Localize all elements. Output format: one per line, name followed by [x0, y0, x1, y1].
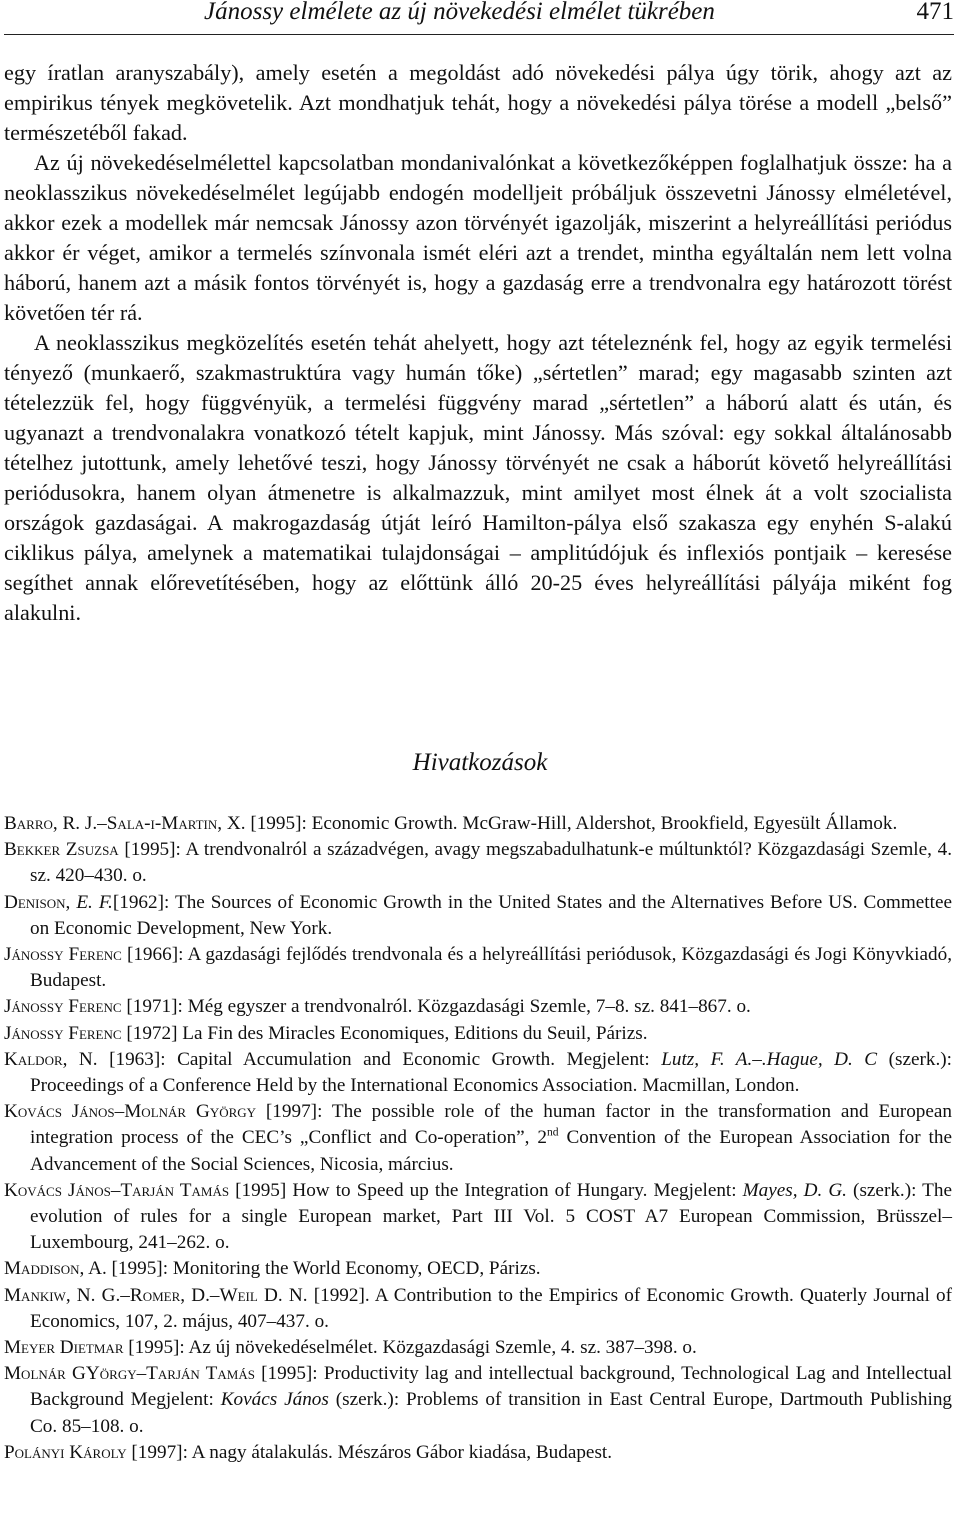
- reference-text: [1995]: Productivity lag and intellectual background, Technological Lag and Intellectual Background Megjelent:: [30, 1363, 952, 1411]
- reference-item: [4, 1256, 952, 1282]
- reference-italic: Lutz, F. A.–.Hague, D. C: [661, 1048, 878, 1070]
- reference-item: [4, 1021, 952, 1047]
- reference-author: Jánossy Ferenc: [4, 996, 122, 1018]
- reference-author: Polányi Károly: [4, 1441, 127, 1463]
- reference-author: Barro, R. J.–Sala-i-Martin, X.: [4, 813, 246, 834]
- reference-text: [1995]: A trendvonalról a századvégen, avagy megszabadulhatunk-e múltunktól? Közgazdasági Szemle, 4. sz. 420–430. o.: [30, 839, 952, 887]
- reference-tail: Convention of the European Association for the Advancement of the Social Sciences, Nicosia, március.: [30, 1127, 952, 1175]
- reference-tail: (szerk.): Proceedings of a Conference Held by the International Economics Association. Macmillan, London.: [30, 1048, 952, 1097]
- reference-text: [1971]: Még egyszer a trendvonalról. Közgazdasági Szemle, 7–8. sz. 841–867. o.: [121, 996, 751, 1018]
- reference-author: Mankiw, N. G.–Romer, D.–Weil: [4, 1284, 258, 1306]
- reference-author: Kovács János–Tarján Tamás: [4, 1179, 230, 1201]
- reference-text: [1997]: The possible role of the human factor in the transformation and European integration process of the CEC’s „Conflict and Co-operation”, 2: [30, 1101, 953, 1149]
- reference-item: [4, 1178, 952, 1257]
- reference-author: Molnár GYörgy–Tarján Tamás: [4, 1363, 255, 1385]
- reference-text: [1972] La Fin des Miracles Economiques, Editions du Seuil, Párizs.: [121, 1022, 648, 1044]
- reference-author: Denison,: [4, 891, 71, 913]
- reference-item: [4, 811, 952, 837]
- reference-text: [1962]: The Sources of Economic Growth in the United States and the Alternatives Before US. Commettee on Economic Development, New York.: [30, 891, 952, 939]
- reference-item: [4, 1335, 952, 1361]
- reference-superscript: nd: [547, 1127, 559, 1140]
- references-heading: Hivatkozások: [412, 749, 548, 776]
- reference-text: D. N. [1992]. A Contribution to the Empirics of Economic Growth. Quaterly Journal of Economics, 107, 2. május, 407–437. o.: [30, 1284, 953, 1332]
- reference-text: [1997]: A nagy átalakulás. Mészáros Gábor kiadása, Budapest.: [126, 1441, 613, 1463]
- reference-text: [1966]: A gazdasági fejlődés trendvonala és a helyreállítási periódusok, Közgazdasági és Jogi Könyvkiadó, Budapest.: [30, 944, 953, 992]
- reference-text: [1995]: Az új növekedéselmélet. Közgazdasági Szemle, 4. sz. 387–398. o.: [123, 1337, 697, 1359]
- page-number: 471: [916, 0, 954, 25]
- reference-italic: Mayes, D. G.: [742, 1179, 847, 1201]
- reference-text: [1995]: Economic Growth. McGraw-Hill, Aldershot, Brookfield, Egyesült Államok.: [245, 813, 898, 834]
- reference-author: Jánossy Ferenc: [4, 944, 122, 966]
- reference-author: Meyer Dietmar: [4, 1337, 124, 1359]
- reference-author: Kovács János–Molnár György: [4, 1101, 257, 1123]
- reference-item: [4, 1440, 952, 1466]
- body-text: [4, 58, 952, 628]
- reference-text: [1963]: Capital Accumulation and Economic Growth. Megjelent:: [97, 1048, 662, 1070]
- running-header: [4, 0, 954, 35]
- reference-tail: (szerk.): The evolution of rules for a single European market, Part III Vol. 5 COST A7 European Commission, Brüsszel–Luxembourg, 241–262. o.: [30, 1179, 952, 1254]
- reference-list: [4, 811, 952, 1466]
- reference-author: Maddison, A.: [4, 1258, 107, 1280]
- reference-item: [4, 1283, 952, 1335]
- reference-item: [4, 994, 952, 1020]
- reference-text: [1995]: Monitoring the World Economy, OECD, Párizs.: [106, 1258, 541, 1280]
- reference-italic: E. F.: [70, 891, 113, 913]
- reference-item: [4, 1047, 952, 1099]
- reference-text: [1995] How to Speed up the Integration of Hungary. Megjelent:: [229, 1179, 743, 1201]
- reference-item: [4, 942, 952, 994]
- reference-italic: Kovács János: [220, 1389, 329, 1411]
- reference-author: Bekker Zsuzsa: [4, 839, 119, 861]
- paragraph-2: Az új növekedéselmélettel kapcsolatban mondanivalónkat a következőképpen foglalhatjuk össze: ha a neoklasszikus növekedéselmélet legújabb endogén modelljeit próbáljuk összevetni Jánossy elméletével, akkor ezek a modellek már nemcsak Jánossy azon törvényét igazolják, miszerint a helyreállítási periódus akkor ér véget, amikor a termelés színvonala ismét eléri azt a trendet, mintha egyáltalán nem lett volna háború, hanem azt a másik fontos törvényét is, hogy a gazdaság erre a trendvonalra egy határozott törést követően tér rá.: [4, 150, 952, 325]
- reference-item: [4, 1099, 952, 1178]
- reference-item: [4, 837, 952, 889]
- reference-author: Jánossy Ferenc: [4, 1022, 122, 1044]
- reference-author: Kaldor, N.: [4, 1048, 98, 1070]
- paragraph-3: A neoklasszikus megközelítés esetén tehát ahelyett, hogy azt tételeznénk fel, hogy az egyik termelési tényező (munkaerő, szakmastruktúra vagy humán tőke) „sértetlen” marad; egy magasabb szinten azt tételezzük fel, hogy függvényük, a termelési függvény marad „sértetlen” a háború alatt és után, és ugyanazt a trendvonalakra vonatkozó tételt kapjuk, mint Jánossy. Más szóval: egy sokkal általánosabb tételhez jutottunk, amely lehetővé teszi, hogy Jánossy törvényét ne csak a háborút követő helyreállítási periódusokra, hanem olyan átmenetre is alkalmazzuk, mint amilyet most élnek át a volt szocialista országok gazdaságai. A makrogazdaság útját leíró Hamilton-pálya első szakasza egy enyhén S-alakú ciklikus pálya, amelynek a matematikai tulajdonságai – amplitúdójuk és inflexiós pontjaik – keresése segíthet annak előrevetítésében, hogy az előttünk álló 20-25 éves helyreállítási pályája miként fog alakulni.: [4, 330, 952, 625]
- paragraph-1: egy íratlan aranyszabály), amely esetén a megoldást adó növekedési pálya úgy törik, ahogy azt az empirikus tények megkövetelik. Azt mondhatjuk tehát, hogy a növekedési pálya törése a modell „belső” természetéből fakad.: [4, 60, 952, 145]
- reference-tail: (szerk.): Problems of transition in East Central Europe, Dartmouth Publishing Co. 85–108. o.: [30, 1389, 953, 1437]
- running-title: Jánossy elmélete az új növekedési elmélet tükrében: [204, 0, 715, 25]
- reference-item: [4, 1361, 952, 1440]
- reference-item: [4, 890, 952, 942]
